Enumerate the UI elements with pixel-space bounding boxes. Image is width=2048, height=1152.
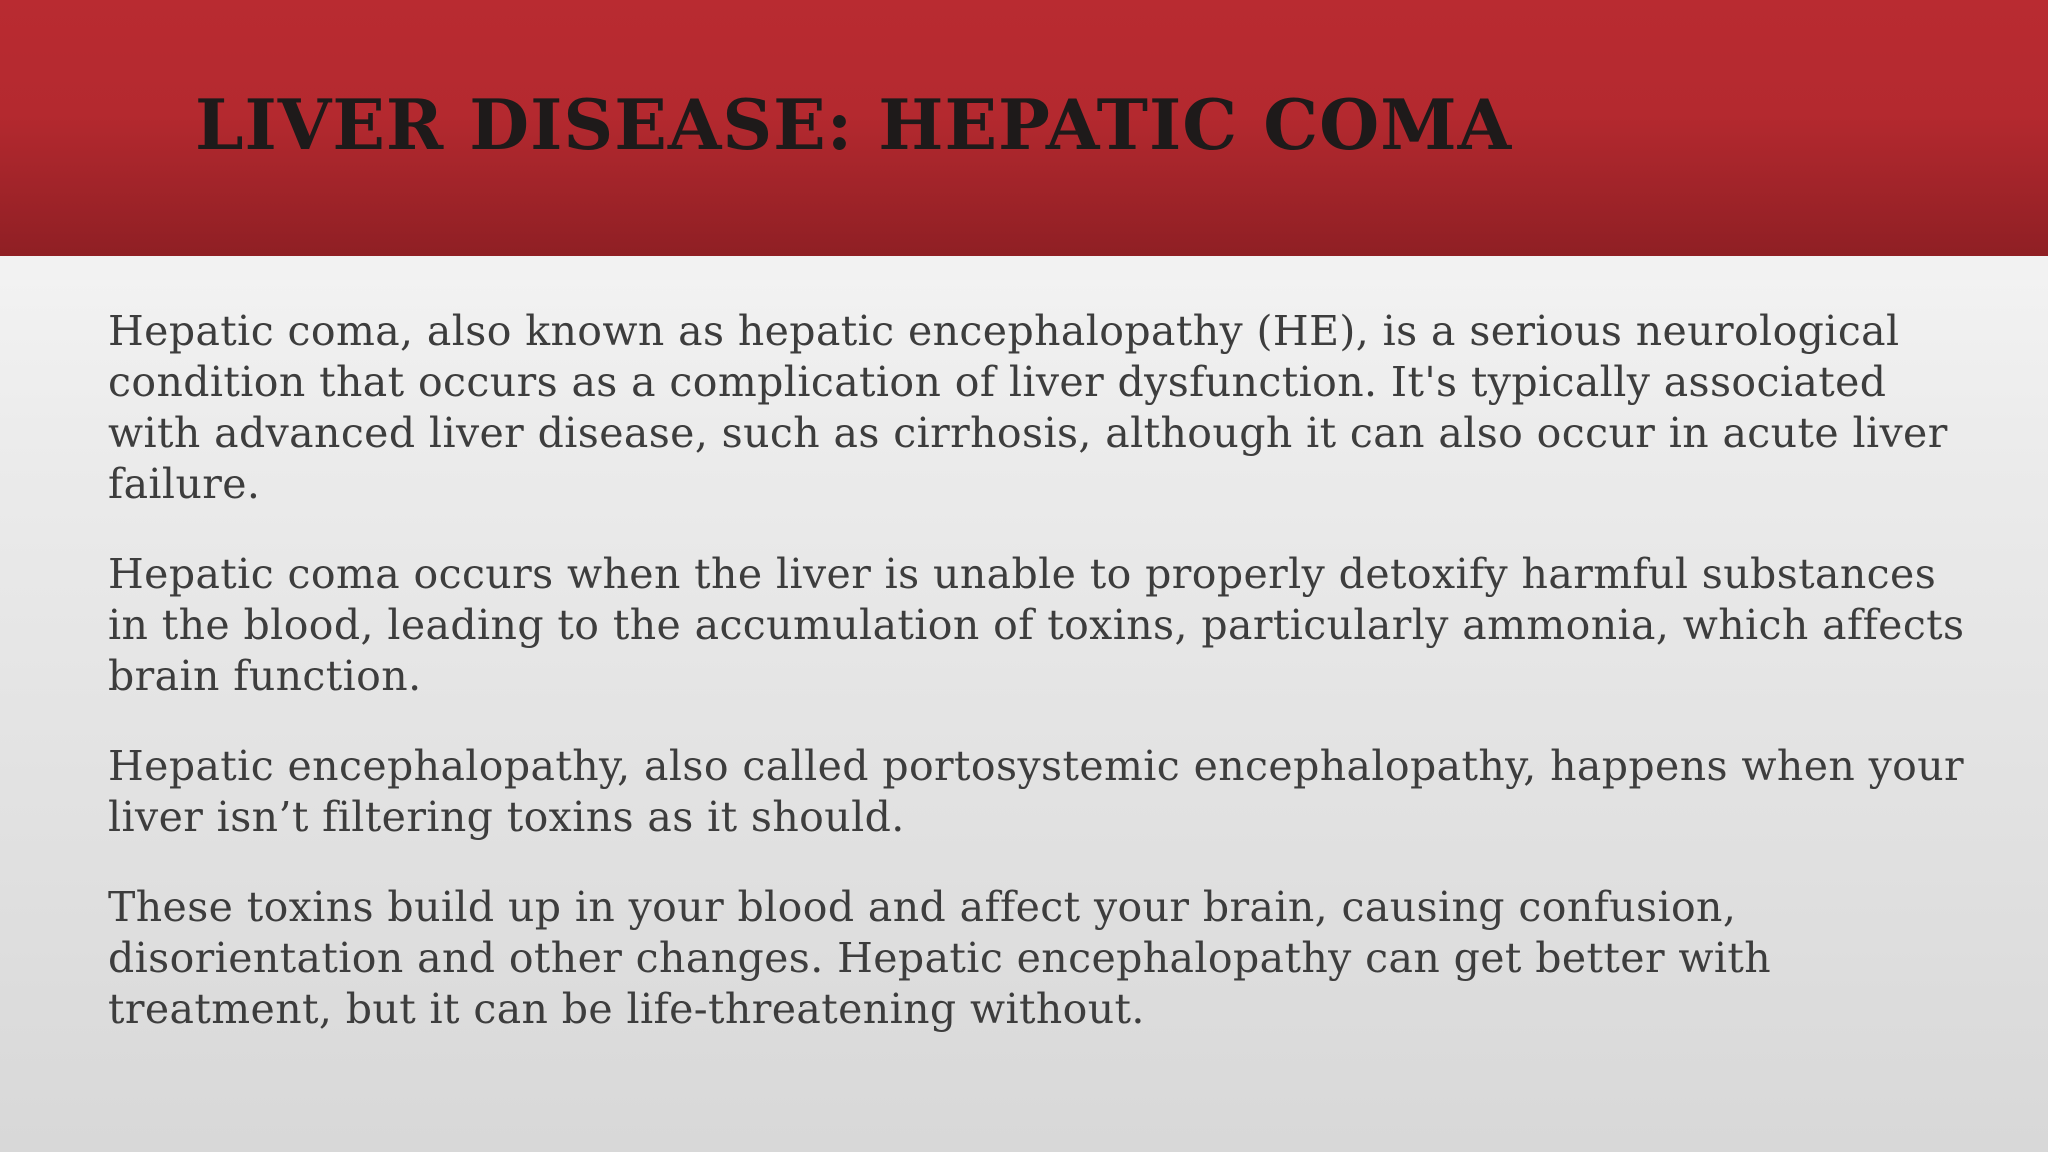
paragraph-line: condition that occurs as a complication of liver dysfunction. It's typically associated	[108, 358, 1887, 406]
paragraph-line: failure.	[108, 460, 261, 508]
paragraph-line: Hepatic coma occurs when the liver is unable to properly detoxify harmful substances	[108, 550, 1937, 598]
paragraph-line: liver isn’t filtering toxins as it should.	[108, 793, 905, 841]
paragraph-line: disorientation and other changes. Hepatic encephalopathy can get better with	[108, 934, 1772, 982]
paragraph-toxins-effect	[108, 882, 2008, 1035]
slide-body	[108, 306, 2008, 1074]
paragraph-line: with advanced liver disease, such as cirrhosis, although it can also occur in acute liver	[108, 409, 1948, 457]
paragraph-line: treatment, but it can be life-threatening without.	[108, 985, 1145, 1033]
paragraph-line: brain function.	[108, 652, 422, 700]
paragraph-line: These toxins build up in your blood and affect your brain, causing confusion,	[108, 883, 1737, 931]
paragraph-portosystemic	[108, 741, 2008, 843]
slide-title: LIVER DISEASE: HEPATIC COMA	[195, 85, 1513, 166]
paragraph-line: Hepatic coma, also known as hepatic encephalopathy (HE), is a serious neurological	[108, 307, 1900, 355]
title-banner	[0, 0, 2048, 256]
paragraph-line: Hepatic encephalopathy, also called portosystemic encephalopathy, happens when your	[108, 742, 1965, 790]
paragraph-he-definition	[108, 306, 2008, 510]
paragraph-he-cause	[108, 549, 2008, 702]
paragraph-line: in the blood, leading to the accumulation of toxins, particularly ammonia, which affects	[108, 601, 1965, 649]
